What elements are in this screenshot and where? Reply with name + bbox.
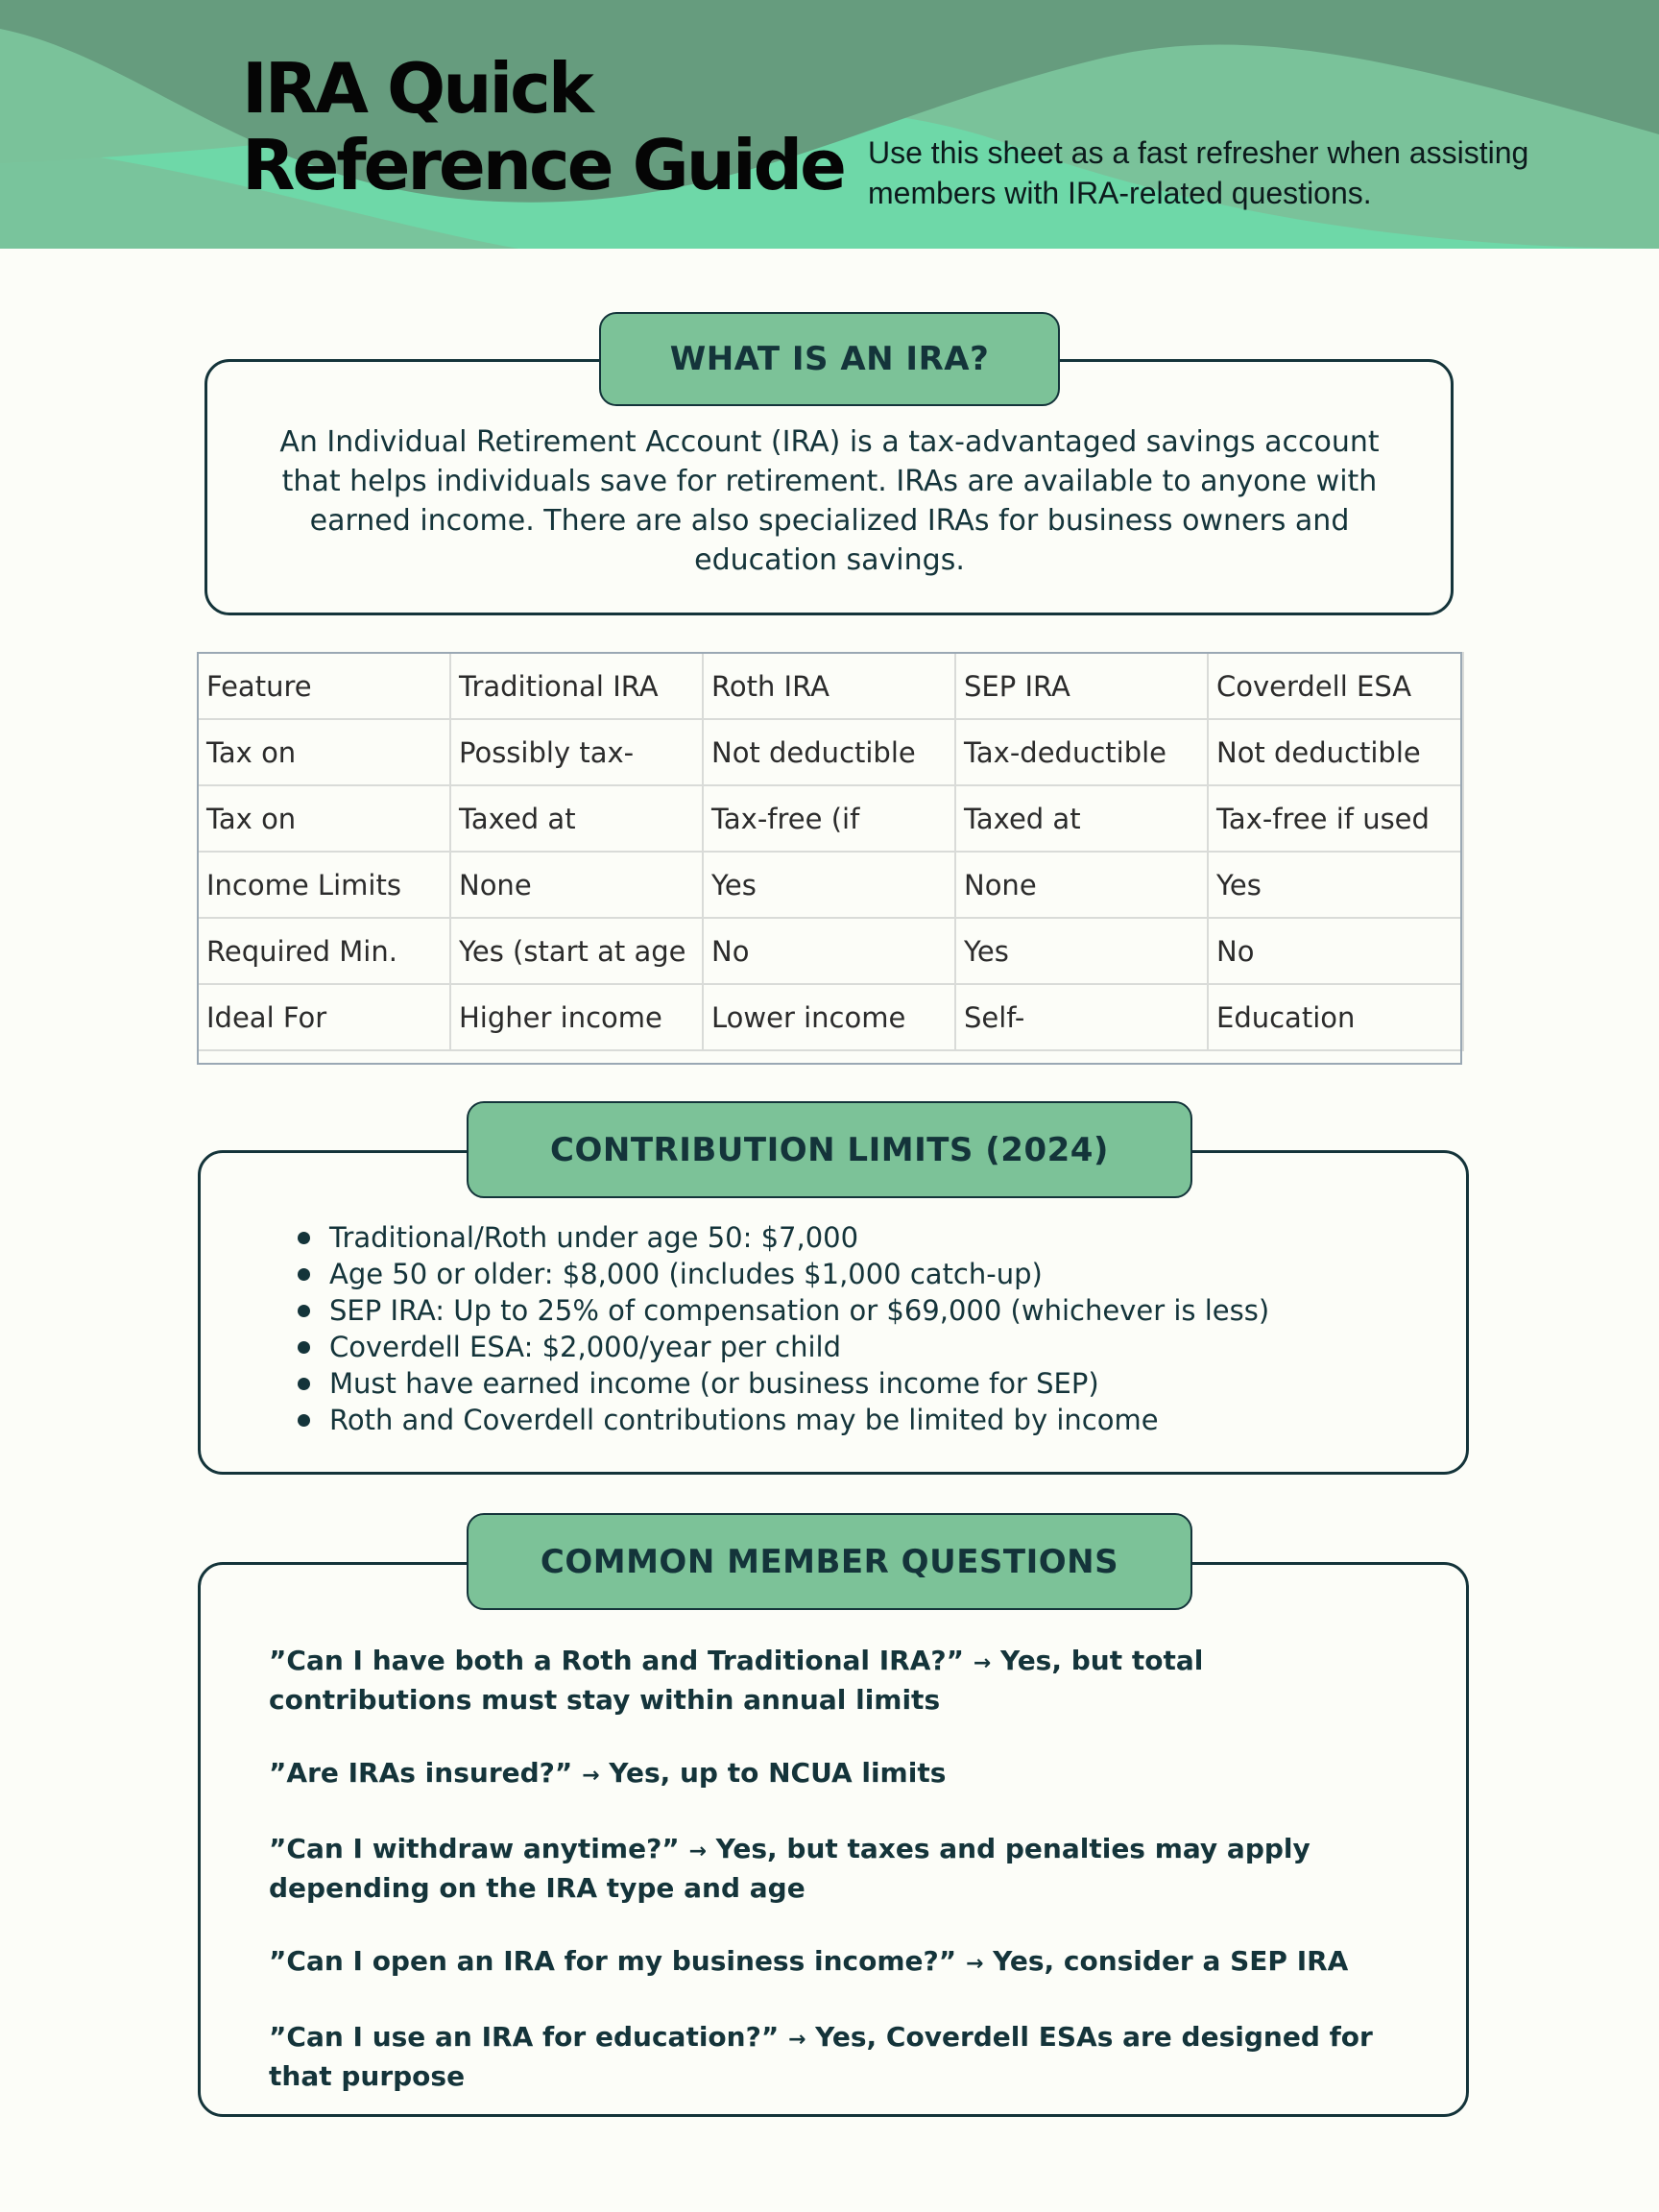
table-cell: Not deductible xyxy=(703,719,955,785)
arrow-right-icon: → xyxy=(973,1651,992,1675)
arrow-right-icon: → xyxy=(688,1839,707,1863)
table-cell: Education xyxy=(1208,984,1463,1050)
list-item xyxy=(269,1755,1402,1794)
table-cell: Not deductible xyxy=(1208,719,1463,785)
answer-text: Yes, but taxes and penalties may apply depending on the IRA type and age xyxy=(269,1833,1310,1904)
table-cell: Self- xyxy=(955,984,1208,1050)
table-row xyxy=(198,918,1463,984)
table-cell: Higher income xyxy=(450,984,703,1050)
list-item: Roth and Coverdell contributions may be limited by income xyxy=(298,1402,1269,1438)
arrow-right-icon: → xyxy=(582,1764,600,1788)
list-item xyxy=(269,1943,1402,1983)
arrow-right-icon: → xyxy=(787,2028,806,2052)
table-header-cell: Coverdell ESA xyxy=(1208,653,1463,719)
page-subtitle: Use this sheet as a fast refresher when assisting members with IRA-related questions. xyxy=(868,135,1529,210)
table-cell: None xyxy=(450,852,703,918)
table-cell: Possibly tax- xyxy=(450,719,703,785)
table-cell: No xyxy=(1208,918,1463,984)
answer-text: Yes, but total contributions must stay within annual limits xyxy=(269,1645,1204,1716)
question-text: ”Can I open an IRA for my business income?” xyxy=(269,1945,957,1977)
contribution-limits-heading: CONTRIBUTION LIMITS (2024) xyxy=(467,1101,1192,1198)
question-text: ”Can I use an IRA for education?” xyxy=(269,2021,780,2053)
question-text: ”Can I have both a Roth and Traditional IRA?” xyxy=(269,1645,965,1676)
table-row xyxy=(198,785,1463,852)
page-title xyxy=(242,50,844,204)
what-is-ira-heading: WHAT IS AN IRA? xyxy=(599,312,1060,406)
table-cell: Tax-deductible xyxy=(955,719,1208,785)
table-row xyxy=(198,852,1463,918)
page-title-line-1: IRA Quick xyxy=(242,48,591,129)
list-item xyxy=(269,1643,1402,1719)
table-row xyxy=(198,719,1463,785)
table-cell: Tax-free (if xyxy=(703,785,955,852)
list-item: Traditional/Roth under age 50: $7,000 xyxy=(298,1219,1269,1256)
table-header-cell: Traditional IRA xyxy=(450,653,703,719)
list-item: Coverdell ESA: $2,000/year per child xyxy=(298,1329,1269,1365)
common-questions-list xyxy=(269,1643,1402,2131)
table-cell: Yes (start at age xyxy=(450,918,703,984)
table-cell: Lower income xyxy=(703,984,955,1050)
table-cell: No xyxy=(703,918,955,984)
question-text: ”Are IRAs insured?” xyxy=(269,1757,573,1789)
header-banner xyxy=(0,0,1659,249)
ira-comparison-table xyxy=(197,652,1464,1051)
table-cell: Required Min. xyxy=(198,918,450,984)
table-cell: Yes xyxy=(955,918,1208,984)
table-cell: Taxed at xyxy=(450,785,703,852)
table-header-cell: Roth IRA xyxy=(703,653,955,719)
common-questions-heading: COMMON MEMBER QUESTIONS xyxy=(467,1513,1192,1610)
arrow-right-icon: → xyxy=(965,1952,984,1976)
table-cell: Yes xyxy=(1208,852,1463,918)
list-item: Must have earned income (or business income for SEP) xyxy=(298,1365,1269,1402)
contribution-limits-list xyxy=(298,1219,1269,1438)
list-item: Age 50 or older: $8,000 (includes $1,000 catch-up) xyxy=(298,1256,1269,1292)
answer-text: Yes, consider a SEP IRA xyxy=(993,1945,1349,1977)
page-title-line-2: Reference Guide xyxy=(242,125,845,205)
table-header-row xyxy=(198,653,1463,719)
table-cell: Tax on xyxy=(198,719,450,785)
table-cell: Income Limits xyxy=(198,852,450,918)
answer-text: Yes, up to NCUA limits xyxy=(609,1757,947,1789)
table-cell: None xyxy=(955,852,1208,918)
answer-text: Yes, Coverdell ESAs are designed for that purpose xyxy=(269,2021,1373,2092)
list-item xyxy=(269,1831,1402,1907)
list-item: SEP IRA: Up to 25% of compensation or $69,000 (whichever is less) xyxy=(298,1292,1269,1329)
table-cell: Yes xyxy=(703,852,955,918)
table-header-cell: Feature xyxy=(198,653,450,719)
list-item xyxy=(269,2019,1402,2095)
question-text: ”Can I withdraw anytime?” xyxy=(269,1833,680,1864)
table-row xyxy=(198,984,1463,1050)
what-is-ira-description: An Individual Retirement Account (IRA) is a tax-advantaged savings account that helps individuals save for retirement. IRAs are available to anyone with earned income. There are also specialized IRAs for business owners and education savings. xyxy=(279,425,1380,577)
table-cell: Tax-free if used xyxy=(1208,785,1463,852)
table-cell: Taxed at xyxy=(955,785,1208,852)
table-cell: Tax on xyxy=(198,785,450,852)
table-header-cell: SEP IRA xyxy=(955,653,1208,719)
table-cell: Ideal For xyxy=(198,984,450,1050)
